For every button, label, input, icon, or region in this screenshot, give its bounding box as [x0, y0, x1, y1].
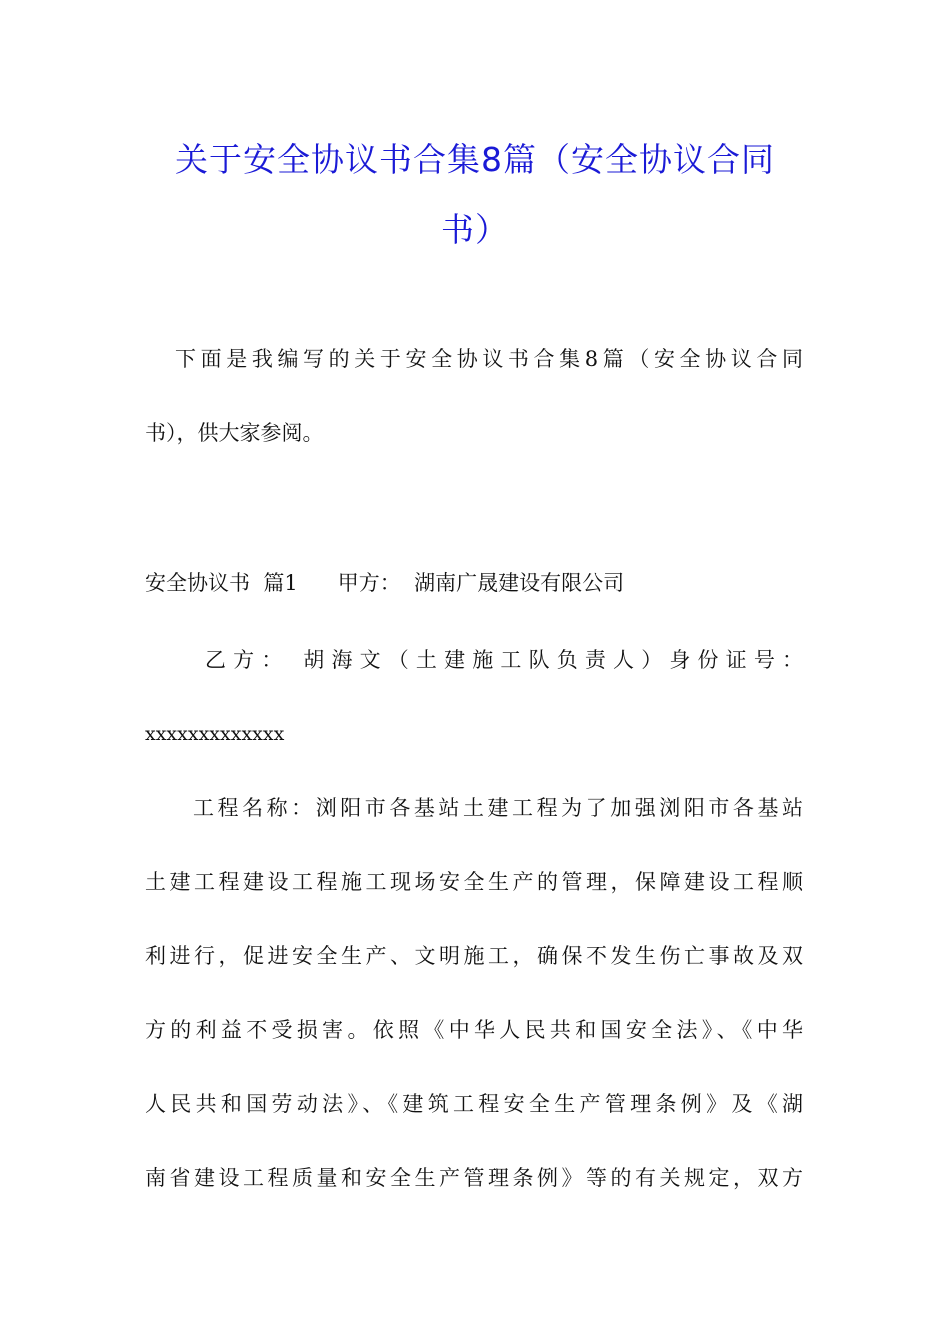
- body-paragraph-line: 南省建设工程质量和安全生产管理条例》等的有关规定，双方: [145, 1166, 803, 1190]
- body-paragraph-line: 方的利益不受损害。依照《中华人民共和国安全法》、《中华: [145, 1018, 803, 1042]
- document-title-line-2: 书）: [441, 210, 509, 249]
- party-b-line: 乙方： 胡海文（土建施工队负责人）身份证号：: [205, 648, 803, 672]
- body-paragraph-line: 土建工程建设工程施工现场安全生产的管理，保障建设工程顺: [145, 870, 803, 894]
- document-title-line-1: 关于安全协议书合集8篇（安全协议合同: [175, 140, 775, 179]
- body-paragraph-line: 人民共和国劳动法》、《建筑工程安全生产管理条例》及《湖: [145, 1092, 803, 1116]
- intro-paragraph-line-1: 下面是我编写的关于安全协议书合集8篇（安全协议合同: [175, 347, 803, 371]
- body-paragraph-line: 工程名称：浏阳市各基站土建工程为了加强浏阳市各基站: [193, 796, 803, 820]
- intro-paragraph-line-2: 书），供大家参阅。: [145, 421, 324, 445]
- section-heading: 安全协议书 篇1 甲方： 湖南广晟建设有限公司: [145, 571, 625, 595]
- party-b-id-number: xxxxxxxxxxxxx: [145, 723, 285, 745]
- body-paragraph-line: 利进行，促进安全生产、文明施工，确保不发生伤亡事故及双: [145, 944, 803, 968]
